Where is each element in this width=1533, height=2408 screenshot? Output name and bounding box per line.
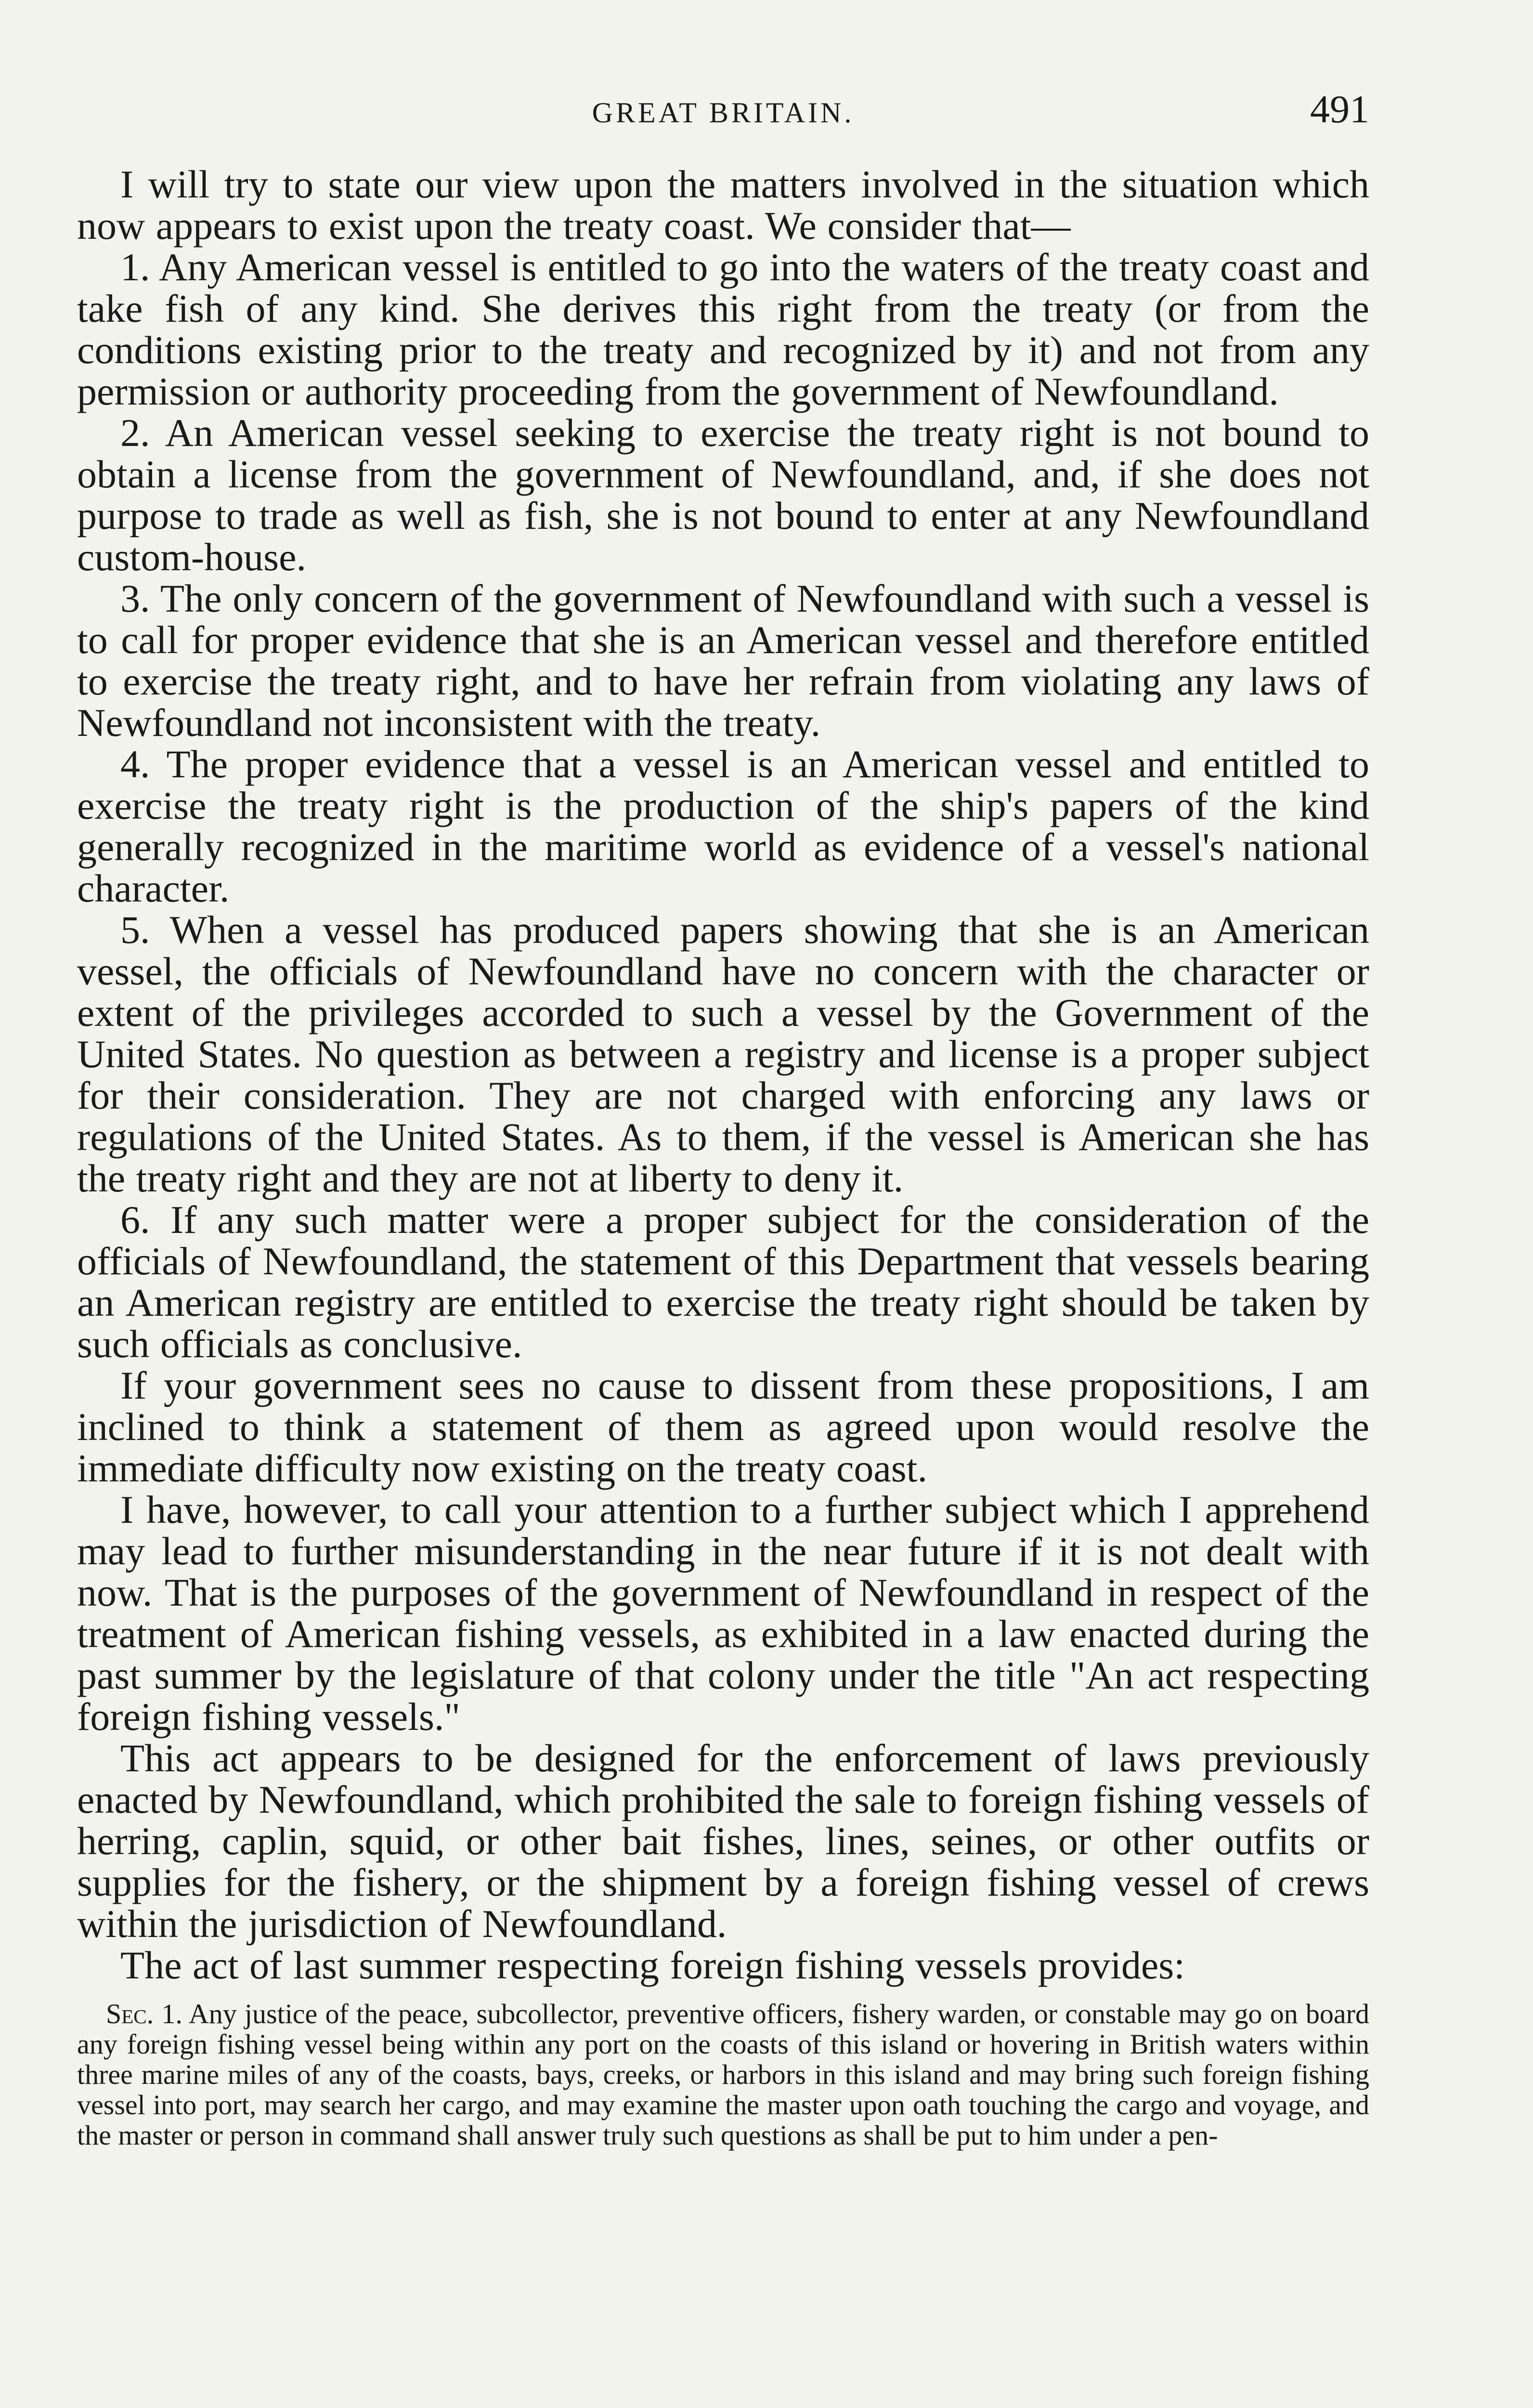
body-text <box>77 164 1369 1986</box>
paragraph-point-1: 1. Any American vessel is entitled to go into the waters of the treaty coast and take fish of any kind. She derives this right from the treaty (or from the conditions existing prior to the treaty and recognized by it) and not from any permission or authority proceeding from the government of Newfoundland. <box>77 245 1369 413</box>
paragraph-point-6: 6. If any such matter were a proper subject for the consideration of the officials of Newfoundland, the statement of this Department that vessels bearing an American registry are entitled to exercise the treaty right should be taken by such officials as conclusive. <box>77 1198 1369 1366</box>
running-header <box>77 87 1369 140</box>
paragraph-point-4: 4. The proper evidence that a vessel is an American vessel and entitled to exercise the treaty right is the production of the ship's papers of the kind generally recognized in the maritime world as evidence of a vessel's national character. <box>77 742 1369 910</box>
paragraph-further-subject: I have, however, to call your attention to a further subject which I apprehend may lead to further misunderstanding in the near future if it is not dealt with now. That is the purposes of the government of Newfoundland in respect of the treatment of American fishing vessels, as exhibited in a law enacted during the past summer by the legislature of that colony under the title "An act respecting foreign fishing vessels." <box>77 1488 1369 1739</box>
paragraph-point-5: 5. When a vessel has produced papers showing that she is an American vessel, the officials of Newfoundland have no concern with the character or extent of the privileges accorded to such a vessel by the Government of the United States. No question as between a registry and license is a proper subject for their consideration. They are not charged with enforcing any laws or regulations of the United States. As to them, if the vessel is American she has the treaty right and they are not at liberty to deny it. <box>77 908 1369 1200</box>
paragraph-dissent: If your government sees no cause to dissent from these propositions, I am inclined to think a statement of them as agreed upon would resolve the immediate difficulty now existing on the treaty coast. <box>77 1363 1369 1490</box>
statute-section <box>77 1999 1369 2150</box>
paragraph-act-design: This act appears to be designed for the enforcement of laws previously enacted by Newfoundland, which prohibited the sale to foreign fishing vessels of herring, caplin, squid, or other bait fishes, lines, seines, or other outfits or supplies for the fishery, or the shipment by a foreign fishing vessel of crews within the jurisdiction of Newfoundland. <box>77 1736 1369 1946</box>
paragraph-act-provides: The act of last summer respecting foreign fishing vessels provides: <box>120 1943 1185 1987</box>
page-number: 491 <box>1310 87 1369 131</box>
paragraph-intro: I will try to state our view upon the matters involved in the situation which now appears to exist upon the treaty coast. We consider that— <box>77 162 1369 248</box>
section-label: Sec. 1. <box>106 1998 182 2029</box>
running-title: GREAT BRITAIN. <box>592 97 855 129</box>
paragraph-point-3: 3. The only concern of the government of Newfoundland with such a vessel is to call for proper evidence that she is an American vessel and therefore entitled to exercise the treaty right, and to have her refrain from violating any laws of Newfoundland not inconsistent with the treaty. <box>77 576 1369 745</box>
section-text: Any justice of the peace, subcollector, preventive officers, fishery warden, or constable may go on board any foreign fishing vessel being within any port on the coasts of this island or hovering in British waters within three marine miles of any of the coasts, bays, creeks, or harbors in this island and may bring such foreign fishing vessel into port, may search her cargo, and may examine the master upon oath touching the cargo and voyage, and the master or person in command shall answer truly such questions as shall be put to him under a pen- <box>77 1998 1369 2151</box>
quoted-statute <box>77 1999 1369 2150</box>
paragraph-point-2: 2. An American vessel seeking to exercise the treaty right is not bound to obtain a license from the government of Newfoundland, and, if she does not purpose to trade as well as fish, she is not bound to enter at any Newfoundland custom-house. <box>77 411 1369 579</box>
